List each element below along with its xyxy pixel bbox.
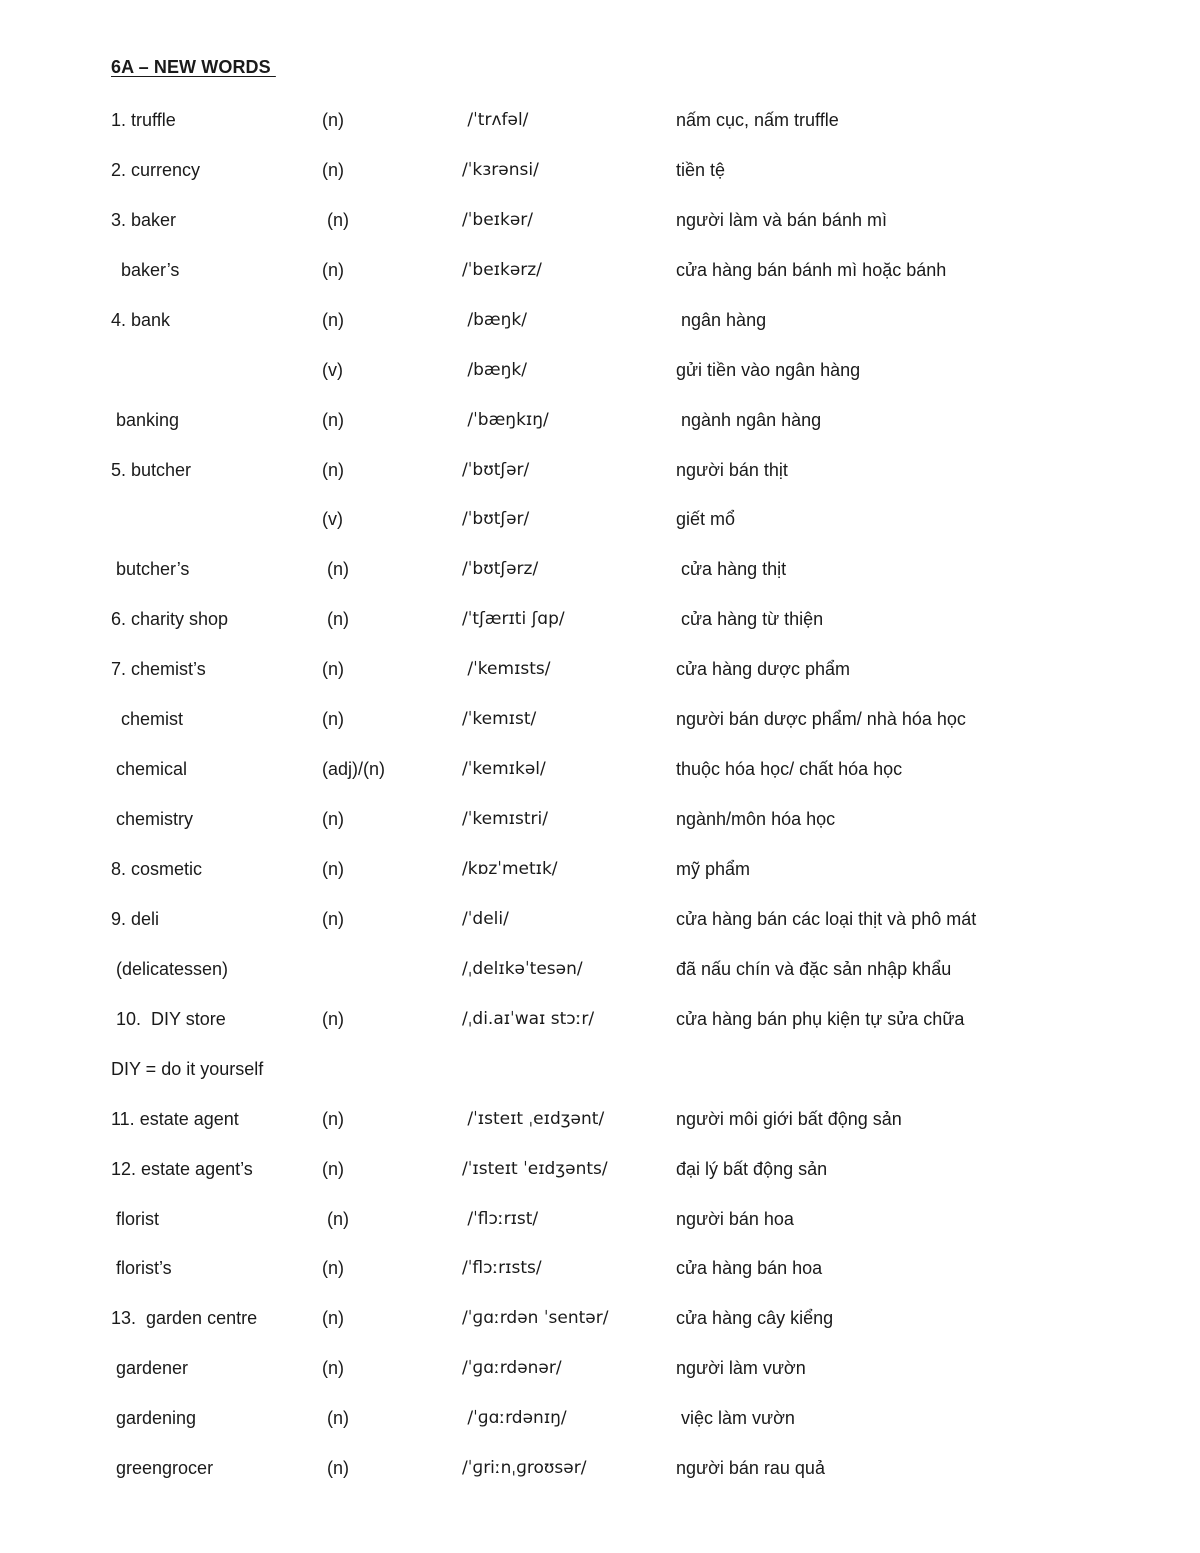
vocabulary-word: 7. chemist’s	[111, 659, 206, 680]
vocabulary-row	[0, 904, 1200, 934]
pronunciation: /ˈɡɑːrdənɪŋ/	[462, 1408, 567, 1429]
vocabulary-row	[0, 305, 1200, 335]
vietnamese-meaning: cửa hàng từ thiện	[676, 609, 824, 630]
vocabulary-word: 13. garden centre	[111, 1308, 258, 1329]
vocabulary-word: banking	[111, 409, 180, 430]
vocabulary-word: 11. estate agent	[111, 1108, 239, 1129]
pronunciation: /ˈtrʌfəl/	[462, 110, 529, 130]
vocabulary-word: greengrocer	[111, 1458, 214, 1479]
part-of-speech: (n)	[322, 908, 344, 929]
vocabulary-row	[0, 654, 1200, 684]
page-title: 6A – NEW WORDS	[111, 57, 276, 77]
vocabulary-row	[0, 1253, 1200, 1283]
vocabulary-row	[0, 1054, 1200, 1084]
pronunciation: /ˈflɔːrɪst/	[462, 1208, 539, 1229]
vocabulary-row	[0, 854, 1200, 884]
vietnamese-meaning: người bán thịt	[676, 459, 788, 480]
part-of-speech: (n)	[322, 259, 344, 280]
part-of-speech: (v)	[322, 509, 343, 530]
pronunciation: /ˈbʊtʃərz/	[462, 559, 539, 580]
vocabulary-row	[0, 1004, 1200, 1034]
part-of-speech: (n)	[322, 1458, 349, 1479]
pronunciation: /ˈbeɪkərz/	[462, 259, 542, 280]
vocabulary-word: (delicatessen)	[111, 958, 229, 979]
vocabulary-word: florist’s	[111, 1258, 172, 1279]
pronunciation: /ˈbʊtʃər/	[462, 459, 530, 480]
vocabulary-row	[0, 1104, 1200, 1134]
vocabulary-word: gardening	[111, 1408, 197, 1429]
part-of-speech: (n)	[322, 859, 344, 879]
pronunciation: /ˈɡɑːrdənər/	[462, 1358, 562, 1379]
vocabulary-word: 9. deli	[111, 908, 160, 929]
vocabulary-row	[0, 1303, 1200, 1333]
vietnamese-meaning: ngân hàng	[676, 309, 767, 330]
vocabulary-word: 12. estate agent’s	[111, 1158, 253, 1179]
vocabulary-row	[0, 105, 1200, 135]
pronunciation: /ˈflɔːrɪsts/	[462, 1258, 542, 1279]
vocabulary-word: chemistry	[111, 809, 194, 829]
vocabulary-row	[0, 604, 1200, 634]
vocabulary-word: butcher’s	[111, 559, 190, 580]
pronunciation: /kɒzˈmetɪk/	[462, 859, 558, 879]
part-of-speech: (n)	[322, 709, 344, 730]
part-of-speech: (adj)/(n)	[322, 759, 386, 780]
part-of-speech: (n)	[322, 110, 344, 130]
part-of-speech: (n)	[322, 409, 344, 430]
part-of-speech: (n)	[322, 159, 344, 180]
vietnamese-meaning: người làm và bán bánh mì	[676, 209, 887, 230]
pronunciation: /ˈbæŋkɪŋ/	[462, 409, 549, 430]
vocabulary-word: 1. truffle	[111, 110, 176, 130]
part-of-speech: (n)	[322, 209, 349, 230]
pronunciation: /ˈɡriːnˌɡroʊsər/	[462, 1458, 587, 1479]
vocabulary-row	[0, 954, 1200, 984]
vocabulary-word: DIY = do it yourself	[111, 1058, 264, 1079]
vietnamese-meaning: cửa hàng bán phụ kiện tự sửa chữa	[676, 1008, 965, 1029]
vietnamese-meaning: người làm vườn	[676, 1358, 806, 1379]
vietnamese-meaning: nấm cục, nấm truffle	[676, 110, 839, 130]
vietnamese-meaning: ngành ngân hàng	[676, 409, 822, 430]
vocabulary-row	[0, 554, 1200, 584]
vocabulary-word: 10. DIY store	[111, 1008, 226, 1029]
vocabulary-word: 2. currency	[111, 159, 201, 180]
vietnamese-meaning: mỹ phẩm	[676, 859, 751, 879]
vietnamese-meaning: cửa hàng thịt	[676, 559, 787, 580]
vocabulary-row	[0, 205, 1200, 235]
vocabulary-row	[0, 504, 1200, 534]
vocabulary-word: 4. bank	[111, 309, 171, 330]
vocabulary-word: 3. baker	[111, 209, 177, 230]
part-of-speech: (n)	[322, 1208, 349, 1229]
vietnamese-meaning: giết mổ	[676, 509, 736, 530]
vietnamese-meaning: cửa hàng cây kiểng	[676, 1308, 834, 1329]
vocabulary-row	[0, 1353, 1200, 1383]
pronunciation: /ˈɡɑːrdən ˈsentər/	[462, 1308, 609, 1329]
part-of-speech: (n)	[322, 459, 344, 480]
vietnamese-meaning: người bán rau quả	[676, 1458, 825, 1479]
vocabulary-row	[0, 155, 1200, 185]
part-of-speech: (n)	[322, 1008, 344, 1029]
pronunciation: /ˈɪsteɪt ˌeɪdʒənt/	[462, 1108, 605, 1129]
vocabulary-word: chemist	[111, 709, 184, 730]
pronunciation: /ˈkɜrənsi/	[462, 159, 539, 180]
vietnamese-meaning: gửi tiền vào ngân hàng	[676, 359, 861, 380]
part-of-speech: (n)	[322, 809, 344, 829]
pronunciation: /ˈdeli/	[462, 908, 509, 929]
part-of-speech: (n)	[322, 659, 344, 680]
vocabulary-row	[0, 1204, 1200, 1234]
vocabulary-row	[0, 405, 1200, 435]
vietnamese-meaning: đã nấu chín và đặc sản nhập khẩu	[676, 958, 952, 979]
vietnamese-meaning: ngành/môn hóa học	[676, 809, 836, 829]
pronunciation: /ˈkemɪkəl/	[462, 759, 546, 780]
vietnamese-meaning: người bán hoa	[676, 1208, 794, 1229]
pronunciation: /ˌdi.aɪˈwaɪ stɔːr/	[462, 1008, 595, 1029]
vocabulary-word: baker’s	[111, 259, 180, 280]
vietnamese-meaning: việc làm vườn	[676, 1408, 795, 1429]
vietnamese-meaning: cửa hàng bán hoa	[676, 1258, 823, 1279]
pronunciation: /ˈbʊtʃər/	[462, 509, 530, 530]
vietnamese-meaning: tiền tệ	[676, 159, 726, 180]
part-of-speech: (n)	[322, 1358, 344, 1379]
part-of-speech: (n)	[322, 609, 349, 630]
vocabulary-word: 5. butcher	[111, 459, 192, 480]
vocabulary-row	[0, 754, 1200, 784]
pronunciation: /bæŋk/	[462, 309, 527, 330]
vocabulary-row	[0, 1403, 1200, 1433]
vocabulary-word: 8. cosmetic	[111, 859, 203, 879]
vocabulary-row	[0, 355, 1200, 385]
vietnamese-meaning: người bán dược phẩm/ nhà hóa học	[676, 709, 966, 730]
vietnamese-meaning: người môi giới bất động sản	[676, 1108, 902, 1129]
vietnamese-meaning: cửa hàng bán bánh mì hoặc bánh	[676, 259, 947, 280]
vocabulary-word: gardener	[111, 1358, 189, 1379]
part-of-speech: (n)	[322, 1408, 349, 1429]
part-of-speech: (v)	[322, 359, 343, 380]
vietnamese-meaning: thuộc hóa học/ chất hóa học	[676, 759, 903, 780]
part-of-speech: (n)	[322, 1258, 344, 1279]
pronunciation: /ˌdelɪkəˈtesən/	[462, 958, 583, 979]
part-of-speech: (n)	[322, 309, 344, 330]
part-of-speech: (n)	[322, 1158, 344, 1179]
vocabulary-word: florist	[111, 1208, 160, 1229]
vocabulary-word: chemical	[111, 759, 188, 780]
vocabulary-row	[0, 455, 1200, 485]
part-of-speech: (n)	[322, 559, 349, 580]
vocabulary-row	[0, 1453, 1200, 1483]
vietnamese-meaning: cửa hàng dược phẩm	[676, 659, 850, 680]
vocabulary-row	[0, 804, 1200, 834]
pronunciation: /ˈbeɪkər/	[462, 209, 533, 230]
pronunciation: /ˈkemɪsts/	[462, 659, 551, 680]
pronunciation: /ˈtʃærɪti ʃɑp/	[462, 609, 565, 630]
vocabulary-row	[0, 1154, 1200, 1184]
pronunciation: /ˈɪsteɪt ˈeɪdʒənts/	[462, 1158, 608, 1179]
pronunciation: /ˈkemɪst/	[462, 709, 537, 730]
vocabulary-word: 6. charity shop	[111, 609, 229, 630]
vocabulary-row	[0, 255, 1200, 285]
vocabulary-row	[0, 704, 1200, 734]
pronunciation: /bæŋk/	[462, 359, 527, 380]
pronunciation: /ˈkemɪstri/	[462, 809, 548, 829]
vietnamese-meaning: đại lý bất động sản	[676, 1158, 828, 1179]
part-of-speech: (n)	[322, 1108, 344, 1129]
vietnamese-meaning: cửa hàng bán các loại thịt và phô mát	[676, 908, 977, 929]
part-of-speech: (n)	[322, 1308, 344, 1329]
